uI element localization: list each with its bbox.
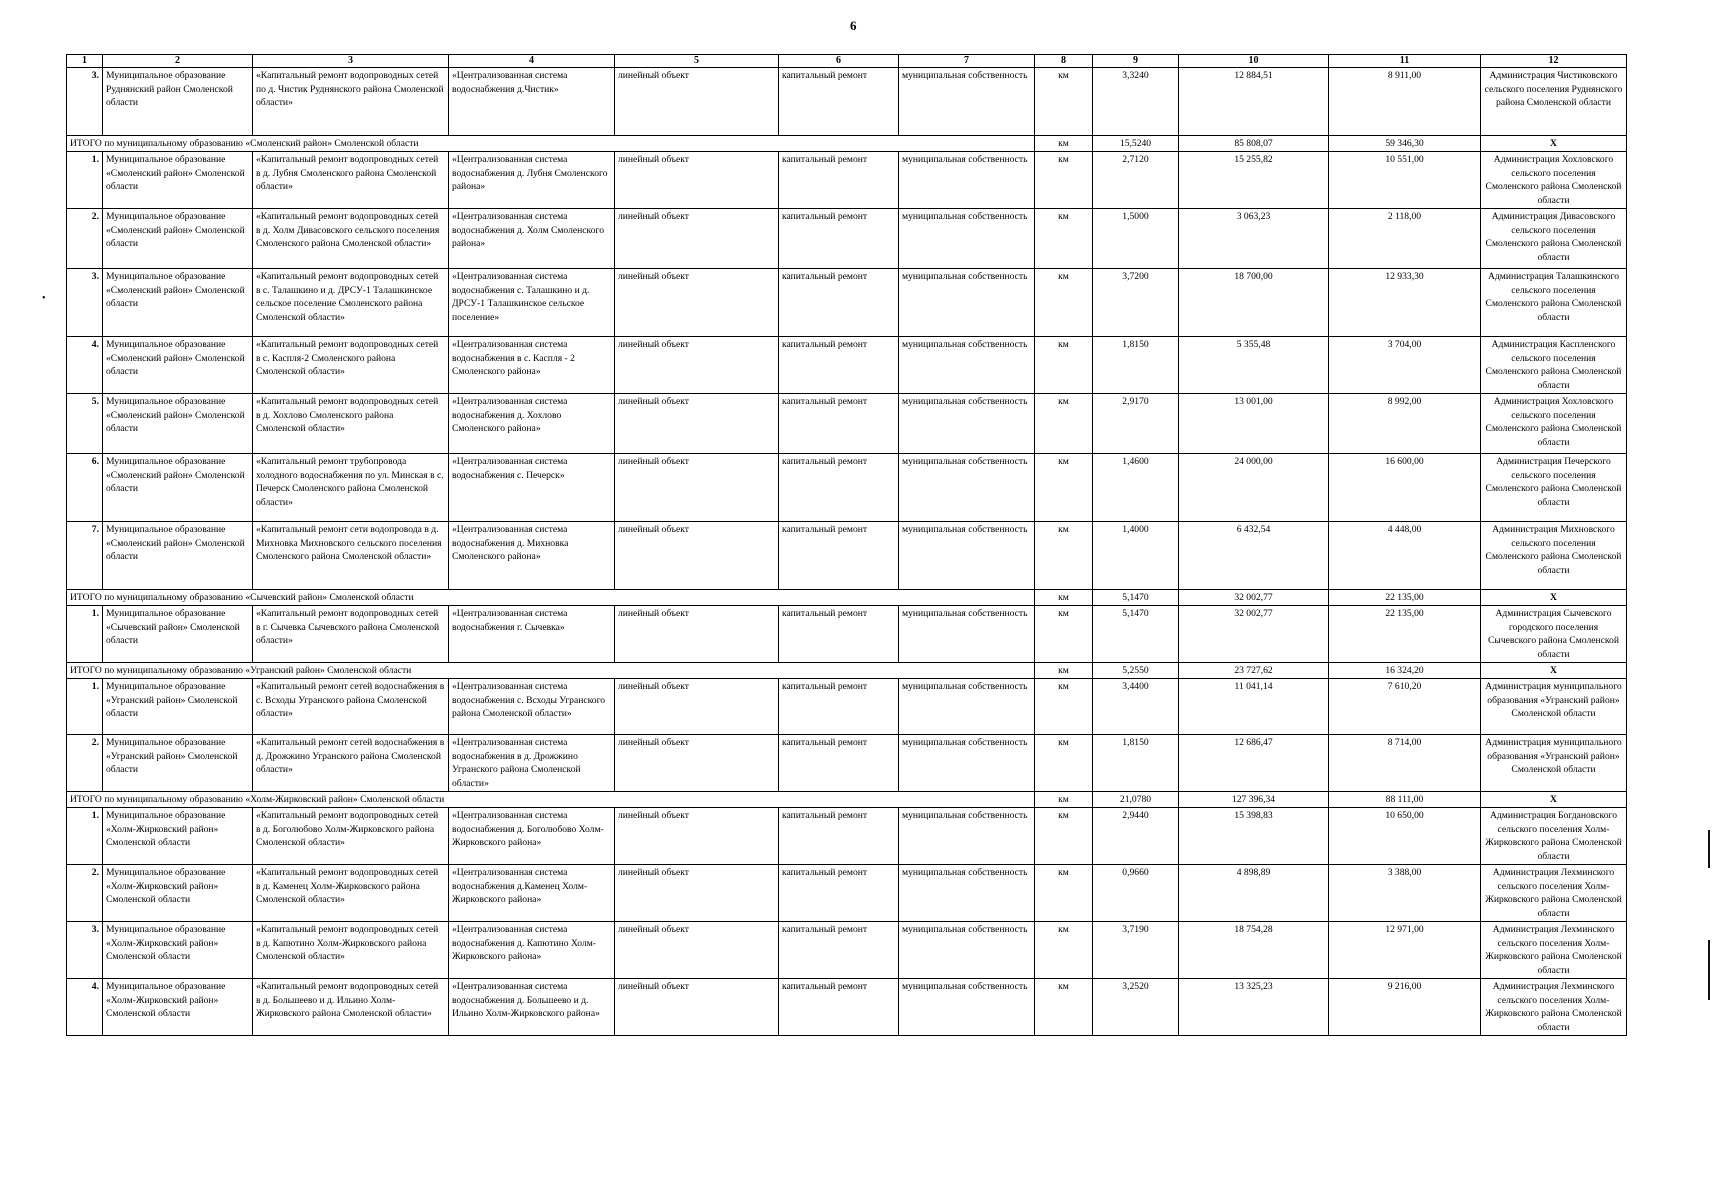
table-row	[67, 68, 1627, 136]
cost-cell: 13 001,00	[1179, 394, 1329, 454]
table-row	[67, 337, 1627, 394]
work-name-cell: «Капитальный ремонт водопроводных сетей в д. Боголюбово Холм-Жирковского района Смоленской области»	[253, 808, 449, 865]
object-type-cell: линейный объект	[615, 735, 779, 792]
fund-cell: 8 992,00	[1329, 394, 1481, 454]
water-system-cell: «Централизованная система водоснабжения д.Каменец Холм-Жирковского района»	[449, 865, 615, 922]
column-number: 10	[1179, 55, 1329, 68]
work-name-cell: «Капитальный ремонт сетей водоснабжения в с. Всходы Угранского района Смоленской области»	[253, 679, 449, 735]
water-system-cell: «Централизованная система водоснабжения с. Всходы Угранского района Смоленской области»	[449, 679, 615, 735]
unit-cell: км	[1035, 735, 1093, 792]
municipality-cell: Муниципальное образование «Смоленский район» Смоленской области	[103, 152, 253, 209]
length-cell: 1,4000	[1093, 522, 1179, 590]
unit-cell: км	[1035, 454, 1093, 522]
repair-type-cell: капитальный ремонт	[779, 979, 899, 1036]
repair-type-cell: капитальный ремонт	[779, 808, 899, 865]
fund-cell: 16 600,00	[1329, 454, 1481, 522]
unit-cell: км	[1035, 136, 1093, 152]
column-number: 1	[67, 55, 103, 68]
row-number: 4.	[67, 337, 103, 394]
table-row	[67, 865, 1627, 922]
total-row	[67, 590, 1627, 606]
ownership-cell: муниципальная собственность	[899, 209, 1035, 269]
page-number: 6	[850, 18, 857, 33]
register-table	[66, 54, 1627, 1036]
municipality-cell: Муниципальное образование «Смоленский район» Смоленской области	[103, 337, 253, 394]
length-cell: 3,7200	[1093, 269, 1179, 337]
fund-cell: 10 551,00	[1329, 152, 1481, 209]
row-number: 7.	[67, 522, 103, 590]
administration-cell: Администрация Талашкинского сельского поселения Смоленского района Смоленской области	[1481, 269, 1627, 337]
repair-type-cell: капитальный ремонт	[779, 337, 899, 394]
administration-cell: Администрация Лехминского сельского поселения Холм-Жирковского района Смоленской области	[1481, 979, 1627, 1036]
administration-cell: Администрация Хохловского сельского поселения Смоленского района Смоленской области	[1481, 394, 1627, 454]
total-row	[67, 792, 1627, 808]
water-system-cell: «Централизованная система водоснабжения д. Боголюбово Холм-Жирковского района»	[449, 808, 615, 865]
ownership-cell: муниципальная собственность	[899, 735, 1035, 792]
municipality-cell: Муниципальное образование Руднянский район Смоленской области	[103, 68, 253, 136]
cost-cell: 32 002,77	[1179, 606, 1329, 663]
unit-cell: км	[1035, 152, 1093, 209]
length-cell: 1,8150	[1093, 735, 1179, 792]
municipality-cell: Муниципальное образование «Угранский район» Смоленской области	[103, 679, 253, 735]
ownership-cell: муниципальная собственность	[899, 808, 1035, 865]
row-number: 3.	[67, 269, 103, 337]
table-row	[67, 454, 1627, 522]
row-number: 5.	[67, 394, 103, 454]
scan-dot: •	[42, 293, 46, 304]
length-cell: 21,0780	[1093, 792, 1179, 808]
row-number: 2.	[67, 209, 103, 269]
column-number-header-row	[67, 55, 1627, 68]
work-name-cell: «Капитальный ремонт водопроводных сетей в д. Большеево и д. Ильино Холм-Жирковского района Смоленской области»	[253, 979, 449, 1036]
unit-cell: км	[1035, 209, 1093, 269]
total-row	[67, 663, 1627, 679]
water-system-cell: «Централизованная система водоснабжения г. Сычевка»	[449, 606, 615, 663]
total-label: ИТОГО по муниципальному образованию «Холм-Жирковский район» Смоленской области	[67, 792, 1035, 808]
administration-cell: Администрация Печерского сельского поселения Смоленского района Смоленской области	[1481, 454, 1627, 522]
table-row	[67, 922, 1627, 979]
scan-edge-mark	[1708, 830, 1710, 868]
length-cell: 2,7120	[1093, 152, 1179, 209]
ownership-cell: муниципальная собственность	[899, 269, 1035, 337]
unit-cell: км	[1035, 865, 1093, 922]
length-cell: 2,9440	[1093, 808, 1179, 865]
cost-cell: 12 686,47	[1179, 735, 1329, 792]
work-name-cell: «Капитальный ремонт водопроводных сетей в г. Сычевка Сычевского района Смоленской области»	[253, 606, 449, 663]
object-type-cell: линейный объект	[615, 337, 779, 394]
table-row	[67, 522, 1627, 590]
ownership-cell: муниципальная собственность	[899, 152, 1035, 209]
repair-type-cell: капитальный ремонт	[779, 922, 899, 979]
administration-cell: Администрация Сычевского городского поселения Сычевского района Смоленской области	[1481, 606, 1627, 663]
column-number: 3	[253, 55, 449, 68]
municipality-cell: Муниципальное образование «Смоленский район» Смоленской области	[103, 454, 253, 522]
repair-type-cell: капитальный ремонт	[779, 394, 899, 454]
work-name-cell: «Капитальный ремонт водопроводных сетей в д. Хохлово Смоленского района Смоленской области»	[253, 394, 449, 454]
unit-cell: км	[1035, 337, 1093, 394]
object-type-cell: линейный объект	[615, 522, 779, 590]
municipality-cell: Муниципальное образование «Смоленский район» Смоленской области	[103, 522, 253, 590]
unit-cell: км	[1035, 679, 1093, 735]
ownership-cell: муниципальная собственность	[899, 979, 1035, 1036]
administration-cell: Администрация Каспленского сельского поселения Смоленского района Смоленской области	[1481, 337, 1627, 394]
row-number: 1.	[67, 606, 103, 663]
repair-type-cell: капитальный ремонт	[779, 865, 899, 922]
water-system-cell: «Централизованная система водоснабжения д. Лубня Смоленского района»	[449, 152, 615, 209]
unit-cell: км	[1035, 68, 1093, 136]
length-cell: 1,5000	[1093, 209, 1179, 269]
cost-cell: 127 396,34	[1179, 792, 1329, 808]
ownership-cell: муниципальная собственность	[899, 679, 1035, 735]
administration-cell: Администрация муниципального образования «Угранский район» Смоленской области	[1481, 735, 1627, 792]
cost-cell: 4 898,89	[1179, 865, 1329, 922]
column-number: 4	[449, 55, 615, 68]
ownership-cell: муниципальная собственность	[899, 394, 1035, 454]
length-cell: 2,9170	[1093, 394, 1179, 454]
row-number: 1.	[67, 152, 103, 209]
water-system-cell: «Централизованная система водоснабжения с. Талашкино и д. ДРСУ-1 Талашкинское сельское поселение»	[449, 269, 615, 337]
length-cell: 3,3240	[1093, 68, 1179, 136]
unit-cell: км	[1035, 979, 1093, 1036]
row-number: 2.	[67, 735, 103, 792]
administration-cell: Администрация Богдановского сельского поселения Холм-Жирковского района Смоленской области	[1481, 808, 1627, 865]
administration-cell: Администрация Чистиковского сельского поселения Руднянского района Смоленской области	[1481, 68, 1627, 136]
unit-cell: км	[1035, 522, 1093, 590]
object-type-cell: линейный объект	[615, 394, 779, 454]
ownership-cell: муниципальная собственность	[899, 454, 1035, 522]
unit-cell: км	[1035, 922, 1093, 979]
length-cell: 5,1470	[1093, 590, 1179, 606]
object-type-cell: линейный объект	[615, 68, 779, 136]
column-number: 5	[615, 55, 779, 68]
fund-cell: 9 216,00	[1329, 979, 1481, 1036]
administration-cell: Администрация Лехминского сельского поселения Холм-Жирковского района Смоленской области	[1481, 922, 1627, 979]
not-applicable-mark: Х	[1481, 136, 1627, 152]
municipality-cell: Муниципальное образование «Угранский район» Смоленской области	[103, 735, 253, 792]
ownership-cell: муниципальная собственность	[899, 606, 1035, 663]
unit-cell: км	[1035, 269, 1093, 337]
object-type-cell: линейный объект	[615, 865, 779, 922]
object-type-cell: линейный объект	[615, 606, 779, 663]
table-row	[67, 808, 1627, 865]
row-number: 1.	[67, 679, 103, 735]
water-system-cell: «Централизованная система водоснабжения д.Чистик»	[449, 68, 615, 136]
length-cell: 1,8150	[1093, 337, 1179, 394]
length-cell: 1,4600	[1093, 454, 1179, 522]
table-row	[67, 209, 1627, 269]
fund-cell: 4 448,00	[1329, 522, 1481, 590]
fund-cell: 7 610,20	[1329, 679, 1481, 735]
ownership-cell: муниципальная собственность	[899, 922, 1035, 979]
total-label: ИТОГО по муниципальному образованию «Смоленский район» Смоленской области	[67, 136, 1035, 152]
work-name-cell: «Капитальный ремонт водопроводных сетей в с. Талашкино и д. ДРСУ-1 Талашкинское сельское поселение Смоленского района Смоленской области»	[253, 269, 449, 337]
not-applicable-mark: Х	[1481, 663, 1627, 679]
length-cell: 3,4400	[1093, 679, 1179, 735]
fund-cell: 22 135,00	[1329, 590, 1481, 606]
municipality-cell: Муниципальное образование «Смоленский район» Смоленской области	[103, 209, 253, 269]
row-number: 2.	[67, 865, 103, 922]
administration-cell: Администрация муниципального образования «Угранский район» Смоленской области	[1481, 679, 1627, 735]
cost-cell: 18 754,28	[1179, 922, 1329, 979]
column-number: 9	[1093, 55, 1179, 68]
work-name-cell: «Капитальный ремонт водопроводных сетей в д. Капютино Холм-Жирковского района Смоленской области»	[253, 922, 449, 979]
cost-cell: 15 255,82	[1179, 152, 1329, 209]
repair-type-cell: капитальный ремонт	[779, 68, 899, 136]
object-type-cell: линейный объект	[615, 808, 779, 865]
ownership-cell: муниципальная собственность	[899, 337, 1035, 394]
work-name-cell: «Капитальный ремонт сетей водоснабжения в д. Дрожжино Угранского района Смоленской области»	[253, 735, 449, 792]
water-system-cell: «Централизованная система водоснабжения д. Холм Смоленского района»	[449, 209, 615, 269]
fund-cell: 59 346,30	[1329, 136, 1481, 152]
object-type-cell: линейный объект	[615, 269, 779, 337]
work-name-cell: «Капитальный ремонт водопроводных сетей по д. Чистик Руднянского района Смоленской области»	[253, 68, 449, 136]
fund-cell: 3 388,00	[1329, 865, 1481, 922]
object-type-cell: линейный объект	[615, 152, 779, 209]
length-cell: 0,9660	[1093, 865, 1179, 922]
fund-cell: 88 111,00	[1329, 792, 1481, 808]
unit-cell: км	[1035, 808, 1093, 865]
administration-cell: Администрация Лехминского сельского поселения Холм-Жирковского района Смоленской области	[1481, 865, 1627, 922]
municipality-cell: Муниципальное образование «Сычевский район» Смоленской области	[103, 606, 253, 663]
cost-cell: 12 884,51	[1179, 68, 1329, 136]
table-row	[67, 679, 1627, 735]
row-number: 4.	[67, 979, 103, 1036]
cost-cell: 11 041,14	[1179, 679, 1329, 735]
unit-cell: км	[1035, 590, 1093, 606]
table-row	[67, 152, 1627, 209]
cost-cell: 5 355,48	[1179, 337, 1329, 394]
object-type-cell: линейный объект	[615, 454, 779, 522]
water-system-cell: «Централизованная система водоснабжения д. Капютино Холм-Жирковского района»	[449, 922, 615, 979]
work-name-cell: «Капитальный ремонт трубопровода холодного водоснабжения по ул. Минская в с. Печерск Смоленского района Смоленской области»	[253, 454, 449, 522]
column-number: 7	[899, 55, 1035, 68]
unit-cell: км	[1035, 394, 1093, 454]
total-row	[67, 136, 1627, 152]
water-system-cell: «Централизованная система водоснабжения д. Хохлово Смоленского района»	[449, 394, 615, 454]
municipality-cell: Муниципальное образование «Холм-Жирковский район» Смоленской области	[103, 865, 253, 922]
not-applicable-mark: Х	[1481, 792, 1627, 808]
fund-cell: 3 704,00	[1329, 337, 1481, 394]
cost-cell: 32 002,77	[1179, 590, 1329, 606]
object-type-cell: линейный объект	[615, 679, 779, 735]
row-number: 1.	[67, 808, 103, 865]
cost-cell: 6 432,54	[1179, 522, 1329, 590]
repair-type-cell: капитальный ремонт	[779, 269, 899, 337]
fund-cell: 22 135,00	[1329, 606, 1481, 663]
row-number: 3.	[67, 68, 103, 136]
work-name-cell: «Капитальный ремонт водопроводных сетей в д. Лубня Смоленского района Смоленской области»	[253, 152, 449, 209]
table-row	[67, 606, 1627, 663]
row-number: 6.	[67, 454, 103, 522]
fund-cell: 8 911,00	[1329, 68, 1481, 136]
cost-cell: 85 808,07	[1179, 136, 1329, 152]
fund-cell: 8 714,00	[1329, 735, 1481, 792]
total-label: ИТОГО по муниципальному образованию «Угранский район» Смоленской области	[67, 663, 1035, 679]
ownership-cell: муниципальная собственность	[899, 865, 1035, 922]
work-name-cell: «Капитальный ремонт водопроводных сетей в д. Холм Дивасовского сельского поселения Смоленского района Смоленской области»	[253, 209, 449, 269]
cost-cell: 23 727,62	[1179, 663, 1329, 679]
ownership-cell: муниципальная собственность	[899, 522, 1035, 590]
work-name-cell: «Капитальный ремонт водопроводных сетей в д. Каменец Холм-Жирковского района Смоленской области»	[253, 865, 449, 922]
cost-cell: 15 398,83	[1179, 808, 1329, 865]
object-type-cell: линейный объект	[615, 922, 779, 979]
fund-cell: 2 118,00	[1329, 209, 1481, 269]
object-type-cell: линейный объект	[615, 979, 779, 1036]
ownership-cell: муниципальная собственность	[899, 68, 1035, 136]
work-name-cell: «Капитальный ремонт водопроводных сетей в с. Каспля-2 Смоленского района Смоленской области»	[253, 337, 449, 394]
row-number: 3.	[67, 922, 103, 979]
administration-cell: Администрация Дивасовского сельского поселения Смоленского района Смоленской области	[1481, 209, 1627, 269]
municipality-cell: Муниципальное образование «Холм-Жирковский район» Смоленской области	[103, 922, 253, 979]
length-cell: 3,2520	[1093, 979, 1179, 1036]
length-cell: 5,1470	[1093, 606, 1179, 663]
unit-cell: км	[1035, 792, 1093, 808]
work-name-cell: «Капитальный ремонт сети водопровода в д. Михновка Михновского сельского поселения Смоленского района Смоленской области»	[253, 522, 449, 590]
fund-cell: 12 933,30	[1329, 269, 1481, 337]
table-row	[67, 735, 1627, 792]
repair-type-cell: капитальный ремонт	[779, 606, 899, 663]
column-number: 8	[1035, 55, 1093, 68]
municipality-cell: Муниципальное образование «Холм-Жирковский район» Смоленской области	[103, 808, 253, 865]
fund-cell: 10 650,00	[1329, 808, 1481, 865]
column-number: 6	[779, 55, 899, 68]
cost-cell: 24 000,00	[1179, 454, 1329, 522]
cost-cell: 13 325,23	[1179, 979, 1329, 1036]
length-cell: 5,2550	[1093, 663, 1179, 679]
table-row	[67, 979, 1627, 1036]
object-type-cell: линейный объект	[615, 209, 779, 269]
total-label: ИТОГО по муниципальному образованию «Сычевский район» Смоленской области	[67, 590, 1035, 606]
length-cell: 15,5240	[1093, 136, 1179, 152]
water-system-cell: «Централизованная система водоснабжения в д. Дрожжино Угранского района Смоленской области»	[449, 735, 615, 792]
cost-cell: 3 063,23	[1179, 209, 1329, 269]
column-number: 2	[103, 55, 253, 68]
scan-edge-mark	[1708, 940, 1710, 1000]
water-system-cell: «Централизованная система водоснабжения д. Михновка Смоленского района»	[449, 522, 615, 590]
fund-cell: 16 324,20	[1329, 663, 1481, 679]
municipality-cell: Муниципальное образование «Смоленский район» Смоленской области	[103, 269, 253, 337]
table-row	[67, 269, 1627, 337]
repair-type-cell: капитальный ремонт	[779, 152, 899, 209]
municipality-cell: Муниципальное образование «Смоленский район» Смоленской области	[103, 394, 253, 454]
repair-type-cell: капитальный ремонт	[779, 522, 899, 590]
fund-cell: 12 971,00	[1329, 922, 1481, 979]
not-applicable-mark: Х	[1481, 590, 1627, 606]
repair-type-cell: капитальный ремонт	[779, 735, 899, 792]
table-row	[67, 394, 1627, 454]
water-system-cell: «Централизованная система водоснабжения д. Большеево и д. Ильино Холм-Жирковского района»	[449, 979, 615, 1036]
column-number: 12	[1481, 55, 1627, 68]
repair-type-cell: капитальный ремонт	[779, 454, 899, 522]
length-cell: 3,7190	[1093, 922, 1179, 979]
column-number: 11	[1329, 55, 1481, 68]
unit-cell: км	[1035, 663, 1093, 679]
cost-cell: 18 700,00	[1179, 269, 1329, 337]
unit-cell: км	[1035, 606, 1093, 663]
water-system-cell: «Централизованная система водоснабжения в с. Каспля - 2 Смоленского района»	[449, 337, 615, 394]
administration-cell: Администрация Михновского сельского поселения Смоленского района Смоленской области	[1481, 522, 1627, 590]
repair-type-cell: капитальный ремонт	[779, 209, 899, 269]
repair-type-cell: капитальный ремонт	[779, 679, 899, 735]
water-system-cell: «Централизованная система водоснабжения с. Печерск»	[449, 454, 615, 522]
municipality-cell: Муниципальное образование «Холм-Жирковский район» Смоленской области	[103, 979, 253, 1036]
administration-cell: Администрация Хохловского сельского поселения Смоленского района Смоленской области	[1481, 152, 1627, 209]
